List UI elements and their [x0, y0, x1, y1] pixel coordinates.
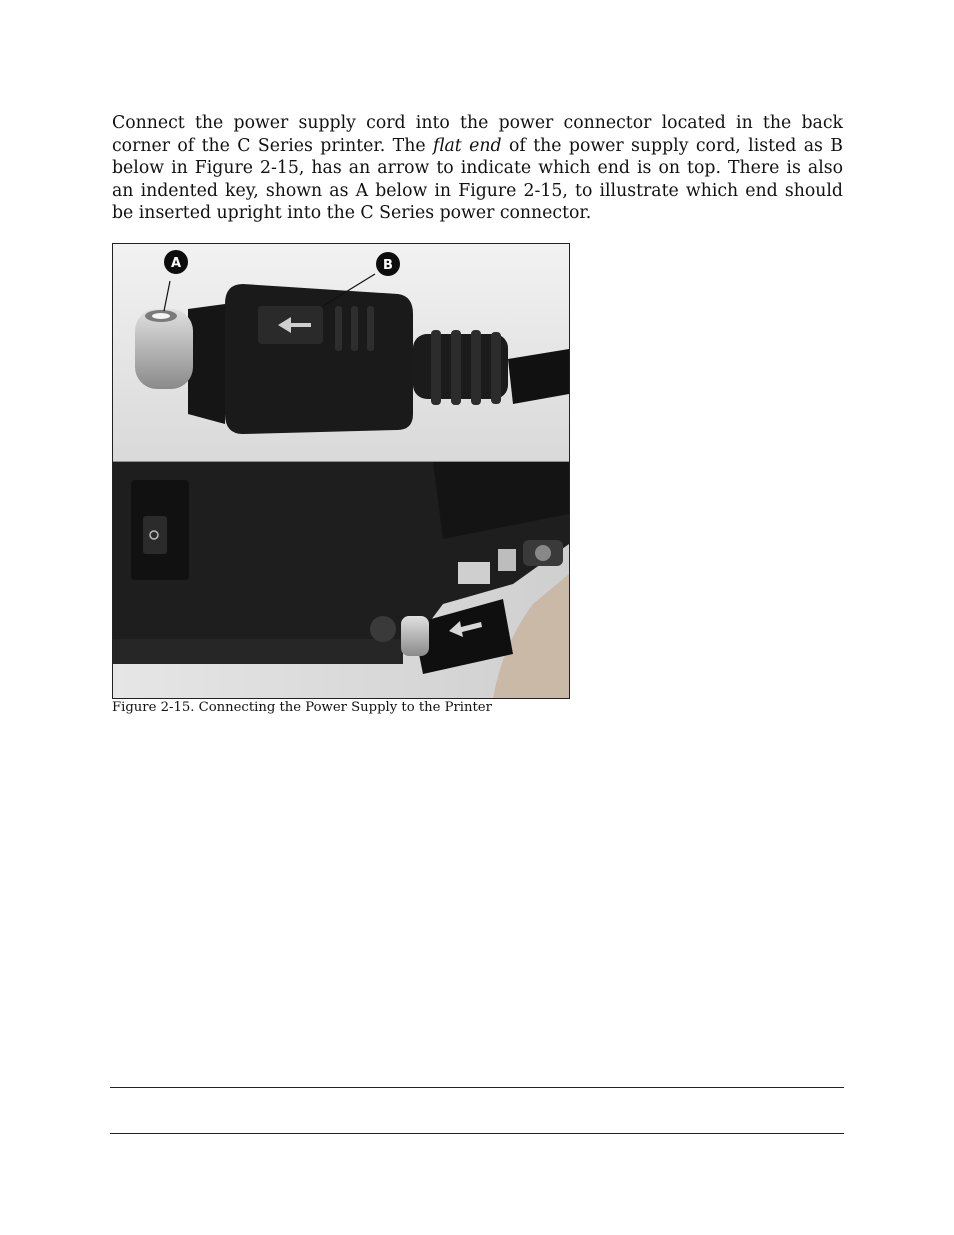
footer-rule-top: [110, 1087, 844, 1088]
paragraph-text-end: of the power supply cord, listed as B below in Figure 2-15, has an arrow to indicate which end is on top. There is also an indented key, shown as A below in Figure 2-15, to illustrate which end should be inserted upright into the C Series power connector.: [112, 135, 844, 224]
printer-back-photo: [113, 462, 569, 698]
callout-b: B: [383, 258, 393, 273]
footer-rule-bottom: [110, 1133, 844, 1134]
plug-closeup-photo: [113, 244, 569, 462]
callout-a: A: [170, 256, 182, 271]
figure-connector-photo: [112, 243, 570, 699]
body-paragraph: [112, 112, 843, 225]
emphasis-flat-end: flat end: [432, 135, 502, 156]
paragraph-text-start: Connect the power supply cord into the power connector located in the back corner of the C Series printer. The: [112, 113, 843, 156]
figure-caption: Figure 2-15. Connecting the Power Supply to the Printer: [112, 700, 492, 715]
connector-illustration: [113, 244, 569, 698]
